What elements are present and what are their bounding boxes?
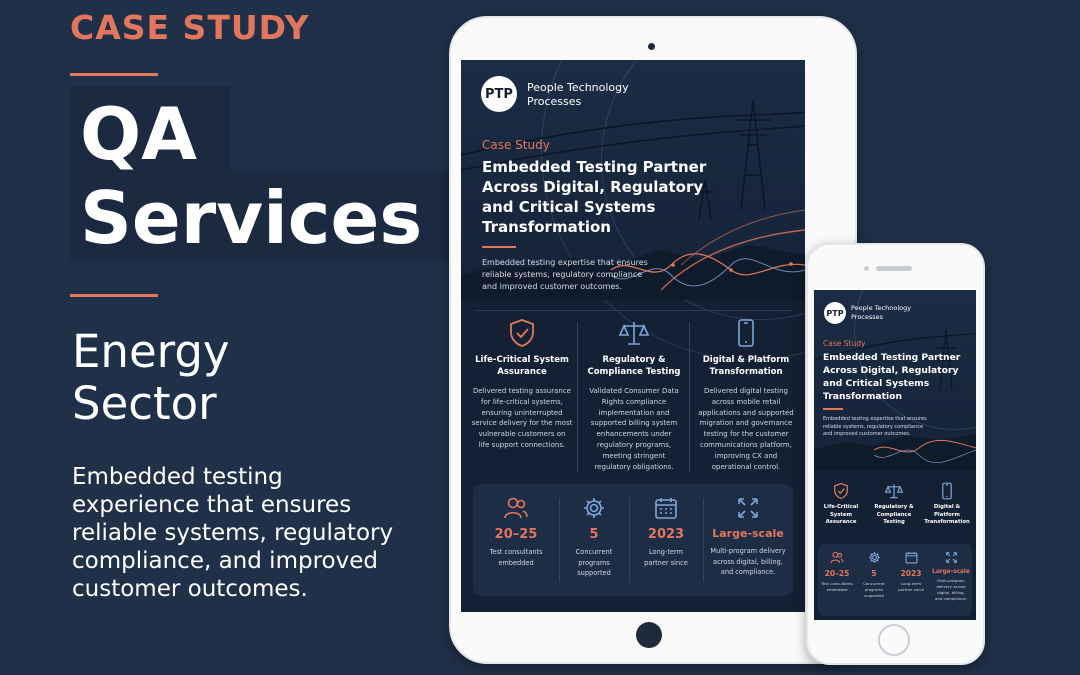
stat-value: 20–25 [494, 527, 538, 542]
ptp-logo: PTP [481, 76, 517, 112]
stat-label-line: delivery across [936, 584, 966, 589]
title-line-1: Embedded Testing Partner [823, 352, 961, 363]
feature-description [691, 386, 801, 472]
stat-label-line: and compliance. [934, 596, 968, 601]
stat-label-line: programs [578, 558, 610, 567]
stat-label [856, 581, 892, 599]
people-icon [503, 496, 529, 520]
intro-line-1: Embedded testing expertise that ensures [823, 416, 927, 422]
shield-check-icon [833, 482, 849, 500]
title-line-3: and Critical Systems [823, 378, 930, 389]
feature-title-line: Digital & Platform [702, 355, 790, 365]
feature-title-line: Platform [934, 511, 960, 518]
feature-card [579, 318, 689, 472]
feature-desc-line: improving CX and [714, 451, 778, 460]
phone-speaker [876, 266, 912, 271]
stat-item [629, 496, 703, 568]
stat-label-line: Multi-program delivery [710, 547, 786, 555]
feature-title-line: Regulatory & [602, 355, 666, 365]
tablet-screen [461, 60, 805, 612]
stat-value: 2023 [900, 569, 922, 578]
stat-label-line: programs [864, 587, 884, 592]
company-name [851, 304, 911, 321]
company-name-line-1: People Technology [527, 81, 629, 94]
stat-label-line: partner since [644, 558, 688, 567]
stat-label-line: Long-term [649, 548, 683, 556]
stat-label [473, 547, 559, 568]
people-icon [830, 551, 844, 564]
ptp-logo: PTP [824, 302, 846, 324]
company-name-line-2: Processes [527, 95, 582, 108]
case-study-title [482, 157, 706, 237]
feature-card [868, 482, 920, 527]
feature-title-line: Testing [883, 519, 905, 526]
stat-label [703, 546, 793, 578]
feature-title [467, 354, 577, 378]
stat-value: 2023 [647, 527, 685, 542]
summary-text: Embedded testing experience that ensures reliable systems, regulatory compliance, and improved customer outcomes. [72, 464, 394, 602]
stat-label-line: digital, billing, [937, 590, 965, 595]
title-line-2: Across Digital, Regulatory [823, 365, 959, 376]
phone-screen [814, 290, 976, 620]
company-name [527, 81, 629, 109]
feature-title [816, 504, 866, 527]
scales-icon [619, 318, 649, 348]
company-name-line-2: Processes [851, 312, 884, 321]
stat-label-line: supported [864, 593, 884, 598]
stat-label [818, 581, 856, 593]
stat-label-line: partner since [898, 587, 924, 592]
tablet-camera [648, 43, 655, 50]
stat-label-line: Concurrent [575, 548, 613, 556]
feature-desc-line: Delivered digital testing [704, 387, 788, 395]
feature-title-line: System [829, 511, 853, 518]
company-name-line-1: People Technology [851, 304, 912, 312]
accent-rule-bottom [70, 294, 158, 297]
stat-value: Large-scale [712, 527, 784, 540]
eyebrow-label: CASE STUDY [70, 8, 310, 47]
stat-item [892, 549, 930, 593]
feature-desc-line: Validated Consumer Data [589, 387, 679, 395]
stats-panel [473, 484, 793, 596]
feature-desc-line: enhancements under [596, 430, 672, 439]
shield-check-icon [508, 318, 536, 348]
stat-label-line: embedded [498, 558, 534, 567]
title-rule [482, 246, 516, 248]
feature-title-line: Transformation [924, 519, 970, 526]
scales-icon [885, 482, 903, 500]
feature-card [691, 318, 801, 472]
feature-title-line: Life-Critical System [475, 355, 569, 365]
case-study-title [823, 351, 960, 403]
sector-line-1: Energy [72, 325, 230, 378]
gear-icon [582, 496, 606, 520]
stat-item [818, 549, 856, 593]
title-rule [823, 408, 843, 410]
stat-label-line: Test consultants [489, 548, 543, 556]
stat-label-line: Concurrent [863, 581, 885, 586]
intro-line-3: and improved customer outcomes. [482, 282, 623, 291]
feature-card [816, 482, 866, 527]
stat-label-line: across digital, billing, [713, 557, 783, 566]
feature-title-line: Life-Critical [823, 504, 859, 510]
mobile-phone-icon [736, 318, 756, 348]
stat-label-line: Test consultants [821, 581, 853, 586]
stat-label-line: Multi-program [937, 578, 965, 583]
phone-home-button [878, 624, 910, 656]
stats-panel [818, 544, 972, 616]
stat-label-line: Long-term [900, 581, 922, 586]
stat-value: 5 [589, 527, 599, 542]
stat-value: Large-scale [932, 569, 970, 575]
feature-desc-line: supported billing system [590, 419, 678, 428]
sector-line-2: Sector [72, 377, 217, 430]
feature-title [579, 354, 689, 378]
feature-description [579, 386, 689, 472]
intro-line-2: reliable systems, regulatory compliance [482, 270, 643, 279]
intro-text [823, 416, 927, 439]
feature-desc-line: ensuring uninterrupted [481, 408, 563, 417]
feature-desc-line: life support connections. [478, 440, 566, 449]
feature-desc-line: regulatory obligations. [594, 462, 674, 471]
stat-label-line: embedded [826, 587, 848, 592]
feature-desc-line: meeting stringent [602, 451, 666, 460]
feature-title-line: Transformation [709, 367, 783, 377]
case-study-label: Case Study [823, 339, 866, 348]
stat-item [473, 496, 559, 568]
feature-title-line: Compliance Testing [587, 367, 681, 377]
feature-desc-line: migration and governance [699, 419, 793, 428]
headline-line-2: Services [80, 176, 423, 260]
feature-title [920, 504, 974, 527]
feature-desc-line: vulnerable customers on [478, 430, 566, 439]
feature-title-line: Assurance [825, 519, 857, 526]
feature-title-line: Assurance [497, 367, 547, 377]
expand-arrows-icon [736, 496, 760, 520]
feature-desc-line: service delivery for the most [471, 419, 573, 428]
feature-title [691, 354, 801, 378]
intro-line-1: Embedded testing expertise that ensures [482, 258, 648, 267]
phone-camera [864, 266, 869, 271]
intro-text [482, 257, 648, 293]
feature-card [467, 318, 577, 451]
feature-title-line: Digital & [933, 504, 961, 510]
stat-item [703, 496, 793, 578]
feature-desc-line: implementation and [598, 408, 670, 417]
expand-arrows-icon [945, 551, 958, 564]
stat-label [629, 547, 703, 568]
feature-desc-line: testing for the customer [703, 430, 789, 439]
feature-description [467, 386, 577, 451]
headline-line-1: QA [80, 92, 197, 176]
stat-value: 5 [871, 569, 877, 578]
section-divider [475, 310, 791, 311]
feature-desc-line: Rights compliance [601, 397, 667, 406]
feature-separator [689, 322, 690, 472]
feature-desc-line: operational control. [711, 462, 781, 471]
stat-value: 20–25 [824, 569, 850, 578]
feature-title-line: Regulatory & [874, 504, 914, 510]
stat-item [559, 496, 629, 579]
feature-card [920, 482, 974, 527]
intro-line-2: reliable systems, regulatory compliance [823, 423, 924, 430]
stat-label [930, 578, 972, 602]
calendar-icon [905, 551, 918, 564]
stat-label [559, 547, 629, 579]
feature-separator [577, 322, 578, 472]
feature-desc-line: across mobile retail [711, 397, 781, 406]
stat-item [930, 549, 972, 602]
calendar-icon [654, 496, 678, 520]
stat-label-line: supported [577, 569, 611, 577]
title-line-2: Across Digital, Regulatory [482, 178, 704, 196]
tablet-home-button [636, 622, 662, 648]
gear-icon [868, 551, 881, 564]
feature-desc-line: regulatory programs, [596, 440, 672, 449]
feature-desc-line: applications and supported [698, 408, 794, 417]
feature-desc-line: for life-critical systems, [481, 397, 563, 406]
case-study-label: Case Study [482, 138, 550, 152]
accent-rule-top [70, 73, 158, 76]
title-line-3: and Critical Systems [482, 198, 656, 216]
headline [80, 92, 422, 260]
stat-item [856, 549, 892, 599]
title-line-4: Transformation [823, 391, 903, 402]
title-line-1: Embedded Testing Partner [482, 158, 707, 176]
intro-line-3: and improved customer outcomes. [823, 431, 911, 437]
stat-label-line: and compliance. [720, 568, 776, 576]
feature-desc-line: communications platform, [700, 440, 792, 449]
sector-title [72, 326, 230, 430]
mobile-phone-icon [941, 482, 953, 500]
feature-title-line: Compliance [876, 511, 912, 518]
title-line-4: Transformation [482, 218, 611, 236]
feature-desc-line: Delivered testing assurance [472, 387, 571, 395]
stat-label [892, 581, 930, 593]
feature-title [868, 504, 920, 527]
